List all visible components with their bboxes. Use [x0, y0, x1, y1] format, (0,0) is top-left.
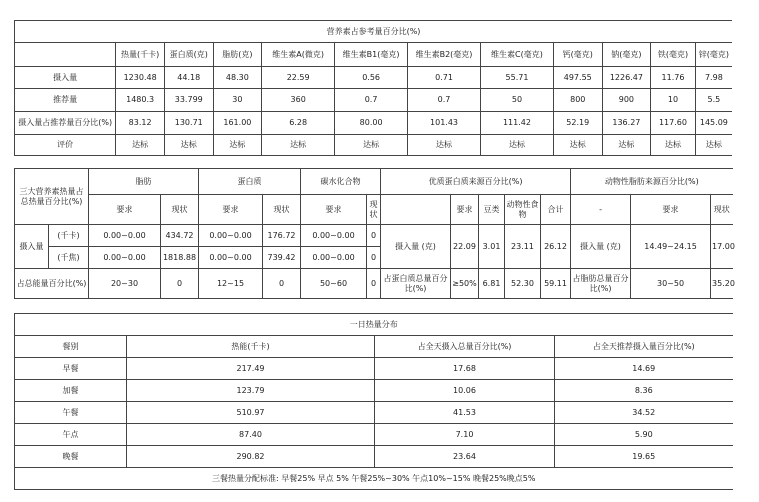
table-cell: 30~50	[631, 269, 711, 299]
sub-header: 现状	[161, 195, 199, 225]
row-label: 摄入量 (克)	[381, 225, 451, 269]
table-cell: 0	[161, 269, 199, 299]
table-cell: 1226.47	[602, 67, 651, 89]
table-cell: 59.11	[541, 269, 571, 299]
sub-header: 要求	[89, 195, 161, 225]
table-cell: 510.97	[127, 402, 375, 424]
table-cell: 10.06	[375, 380, 555, 402]
table-row	[15, 446, 733, 468]
table-cell: 达标	[481, 135, 554, 156]
nutrient-reference-table	[14, 20, 732, 156]
column-header: 维生素A(微克)	[262, 43, 335, 67]
table-row	[15, 269, 733, 299]
table-cell: 33.799	[164, 89, 213, 112]
table-cell: 达标	[335, 135, 408, 156]
column-header: 蛋白质(克)	[164, 43, 213, 67]
table-cell: 34.52	[555, 402, 733, 424]
sub-header: 要求	[301, 195, 367, 225]
table-cell: 7.10	[375, 424, 555, 446]
table-cell: 0.00~0.00	[199, 247, 263, 269]
table-cell: 497.55	[553, 67, 602, 89]
table-cell: 739.42	[263, 247, 301, 269]
table-cell: 17.00	[711, 225, 733, 269]
sub-header: 合计	[541, 195, 571, 225]
row-label: 评价	[15, 135, 116, 156]
macro-corner-label: 三大营养素热量占总热量百分比(%)	[15, 169, 89, 225]
blank-cell	[381, 195, 451, 225]
corner-cell	[15, 43, 116, 67]
table-cell: 23.64	[375, 446, 555, 468]
row-label: 占总能量百分比(%)	[15, 269, 89, 299]
group-header-protein: 蛋白质	[199, 169, 301, 195]
group-header-fat: 脂肪	[89, 169, 199, 195]
table-cell: ≥50%	[451, 269, 479, 299]
table-cell: 0.7	[335, 89, 408, 112]
table-cell: 0.56	[335, 67, 408, 89]
table-cell: 17.68	[375, 358, 555, 380]
table-cell: 1818.88	[161, 247, 199, 269]
table-cell: 3.01	[479, 225, 505, 269]
table-cell: 434.72	[161, 225, 199, 247]
table-cell: 217.49	[127, 358, 375, 380]
table-row	[15, 225, 733, 247]
table-cell: 8.36	[555, 380, 733, 402]
table-cell: 41.53	[375, 402, 555, 424]
table-cell: 0	[367, 225, 381, 247]
group-header-quality-protein: 优质蛋白质来源百分比(%)	[381, 169, 571, 195]
table-cell: 19.65	[555, 446, 733, 468]
table-cell: 0	[263, 269, 301, 299]
table-cell: 7.98	[695, 67, 732, 89]
table-cell: 136.27	[602, 112, 651, 135]
table-cell: 12~15	[199, 269, 263, 299]
column-header: 铁(毫克)	[651, 43, 696, 67]
table-cell: 达标	[164, 135, 213, 156]
table-cell: 111.42	[481, 112, 554, 135]
table-cell: 35.20	[711, 269, 733, 299]
table-cell: 5.5	[695, 89, 732, 112]
column-header: 热能(千卡)	[127, 336, 375, 358]
table-cell: 30	[213, 89, 262, 112]
table-cell: 52.30	[505, 269, 541, 299]
table-cell: 0.71	[408, 67, 481, 89]
table-cell: 87.40	[127, 424, 375, 446]
table-cell: 0	[367, 269, 381, 299]
table-cell: 0.00~0.00	[301, 225, 367, 247]
table-cell: 50	[481, 89, 554, 112]
table-cell: 0	[367, 247, 381, 269]
table-cell: 1230.48	[116, 67, 165, 89]
unit-label: (千卡)	[49, 225, 89, 247]
column-header: 热量(千卡)	[116, 43, 165, 67]
table-row	[15, 402, 733, 424]
row-label: 摄入量 (克)	[571, 225, 631, 269]
meal-table-title: 一日热量分布	[15, 314, 733, 336]
table-cell: 800	[553, 89, 602, 112]
column-header: 餐别	[15, 336, 127, 358]
table-row	[15, 424, 733, 446]
sub-header: 豆类	[479, 195, 505, 225]
table-cell: 达标	[553, 135, 602, 156]
table-row	[15, 380, 733, 402]
sub-header: -	[571, 195, 631, 225]
column-header: 占全天摄入总量百分比(%)	[375, 336, 555, 358]
table-cell: 5.90	[555, 424, 733, 446]
table-cell: 44.18	[164, 67, 213, 89]
table-row	[15, 135, 733, 156]
table-cell: 123.79	[127, 380, 375, 402]
unit-label: (千焦)	[49, 247, 89, 269]
table-cell: 176.72	[263, 225, 301, 247]
table-cell: 达标	[213, 135, 262, 156]
table-cell: 145.09	[695, 112, 732, 135]
table-cell: 0.00~0.00	[89, 225, 161, 247]
column-header: 维生素B1(毫克)	[335, 43, 408, 67]
sub-header: 现状	[711, 195, 733, 225]
table-cell: 48.30	[213, 67, 262, 89]
table-cell: 80.00	[335, 112, 408, 135]
table-cell: 117.60	[651, 112, 696, 135]
table-cell: 6.81	[479, 269, 505, 299]
table-cell: 0.00~0.00	[89, 247, 161, 269]
column-header: 占全天推荐摄入量百分比(%)	[555, 336, 733, 358]
table-cell: 26.12	[541, 225, 571, 269]
row-label: 摄入量	[15, 67, 116, 89]
group-header-carb: 碳水化合物	[301, 169, 381, 195]
row-label: 占蛋白质总量百分比(%)	[381, 269, 451, 299]
nutrient-table-title: 营养素占参考量百分比(%)	[15, 21, 733, 43]
column-header: 锌(毫克)	[695, 43, 732, 67]
macronutrient-source-table	[14, 168, 733, 299]
table-row	[15, 89, 733, 112]
meal-label: 午餐	[15, 402, 127, 424]
table-cell: 130.71	[164, 112, 213, 135]
column-header: 钠(毫克)	[602, 43, 651, 67]
table-cell: 1480.3	[116, 89, 165, 112]
table-cell: 11.76	[651, 67, 696, 89]
table-cell: 55.71	[481, 67, 554, 89]
table-cell: 14.49~24.15	[631, 225, 711, 269]
table-row	[15, 358, 733, 380]
table-cell: 6.28	[262, 112, 335, 135]
table-cell: 达标	[695, 135, 732, 156]
row-label: 推荐量	[15, 89, 116, 112]
daily-meal-energy-table	[14, 313, 733, 490]
sub-header: 现状	[263, 195, 301, 225]
row-label: 占脂肪总量百分比(%)	[571, 269, 631, 299]
meal-label: 加餐	[15, 380, 127, 402]
sub-header: 动物性食物	[505, 195, 541, 225]
table-cell: 50~60	[301, 269, 367, 299]
table-cell: 达标	[408, 135, 481, 156]
column-header: 脂肪(克)	[213, 43, 262, 67]
table-cell: 达标	[602, 135, 651, 156]
meal-standard-footer: 三餐热量分配标准: 早餐25% 早点 5% 午餐25%~30% 午点10%~15% 晚餐25%晚点5%	[15, 468, 733, 490]
table-cell: 达标	[116, 135, 165, 156]
table-cell: 0.00~0.00	[199, 225, 263, 247]
table-cell: 10	[651, 89, 696, 112]
table-cell: 290.82	[127, 446, 375, 468]
table-cell: 0.00~0.00	[301, 247, 367, 269]
table-cell: 360	[262, 89, 335, 112]
table-cell: 900	[602, 89, 651, 112]
column-header: 钙(毫克)	[553, 43, 602, 67]
table-row	[15, 112, 733, 135]
group-header-animal-fat: 动物性脂肪来源百分比(%)	[571, 169, 733, 195]
sub-header: 现 状	[367, 195, 381, 225]
table-cell: 14.69	[555, 358, 733, 380]
table-cell: 20~30	[89, 269, 161, 299]
column-header: 维生素B2(毫克)	[408, 43, 481, 67]
table-cell: 23.11	[505, 225, 541, 269]
table-cell: 22.59	[262, 67, 335, 89]
intake-label: 摄入量	[15, 225, 49, 269]
row-label: 摄入量占推荐量百分比(%)	[15, 112, 116, 135]
table-cell: 83.12	[116, 112, 165, 135]
table-cell: 22.09	[451, 225, 479, 269]
table-row	[15, 67, 733, 89]
meal-label: 午点	[15, 424, 127, 446]
sub-header: 要求	[199, 195, 263, 225]
column-header: 维生素C(毫克)	[481, 43, 554, 67]
table-cell: 52.19	[553, 112, 602, 135]
meal-label: 晚餐	[15, 446, 127, 468]
sub-header: 要求	[451, 195, 479, 225]
table-cell: 101.43	[408, 112, 481, 135]
table-cell: 达标	[262, 135, 335, 156]
meal-label: 早餐	[15, 358, 127, 380]
table-cell: 达标	[651, 135, 696, 156]
table-cell: 0.7	[408, 89, 481, 112]
table-cell: 161.00	[213, 112, 262, 135]
sub-header: 要求	[631, 195, 711, 225]
